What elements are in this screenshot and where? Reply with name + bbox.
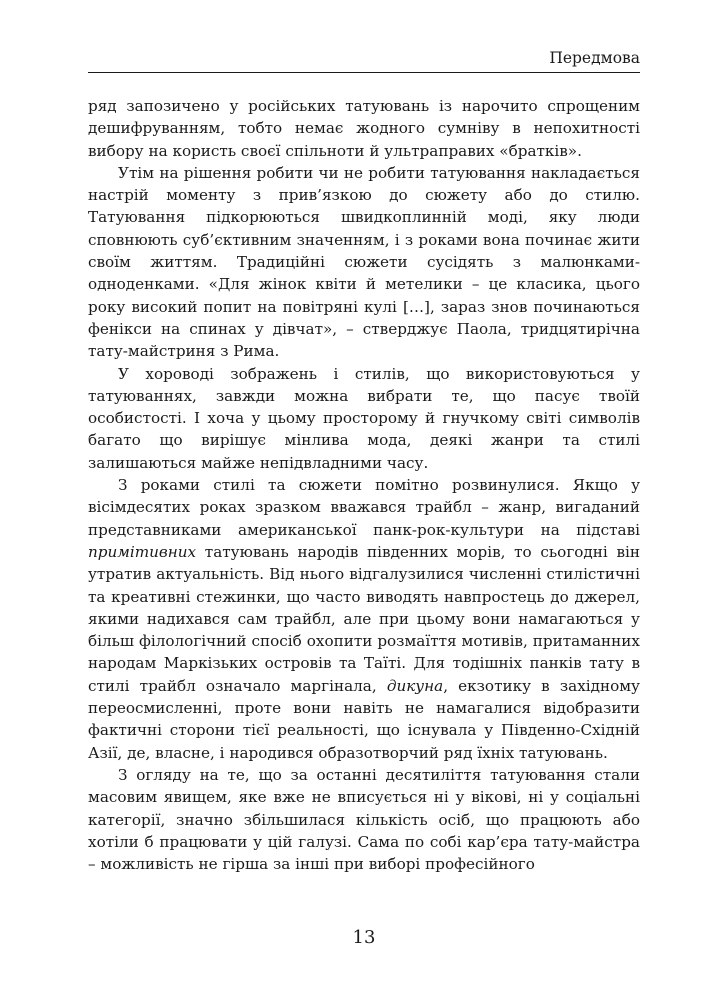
page-number: 13 (352, 927, 376, 948)
paragraph-2: Утім на рішення робити чи не робити татуювання накладається настрій моменту з прив’язкою до сюжету або до стилю. Татуювання підкорюються швидкоплинній моді, яку люди сповнюють суб’єктивним значенням, і з роками вона починає жити своїм життям. Традиційні сюжети сусідять з малюнками-одноденками. «Для жінок квіти й метелики – це класика, цього року високий попит на повітряні кулі […], зараз знов починаються фенікси на спинах у дівчат», – стверджує Паола, тридцятирічна тату-майстриня з Рима. (88, 163, 640, 361)
running-header: Передмова (549, 49, 640, 67)
paragraph-5: З огляду на те, що за останні десятиліття татуювання стали масовим явищем, яке вже не вписується ні у вікові, ні у соціальні категорії, значно збільшилася кількість осіб, що працюють або хотіли б працювати у цій галузі. Сама по собі кар’єра тату-майстра – можливість не гірша за інші при виборі професійного (88, 765, 640, 874)
paragraph-4-part-3: , екзотику в західному переосмисленні, проте вони навіть не намагалися відобразити фактичні сторони тієї реальності, що існувала у Південно-Східній Азії, де, власне, і народився образотворчий ряд їхніх татуювань. (88, 676, 640, 762)
emphasis-savage: дикуна (386, 676, 444, 695)
paragraph-4-part-2: татуювань народів південних морів, то сьогодні він утратив актуальність. Від нього відгалузилися численні стилістичні та креативні стежинки, що часто виводять навпростець до джерел, якими надихався сам трайбл, але при цьому вони намагаються у більш філологічний спосіб охопити розмаїття мотивів, притаманних народам Маркізьких островів та Таїті. Для тодішніх панків тату в стилі трайбл означало маргінала, (88, 542, 640, 695)
paragraph-3: У хороводі зображень і стилів, що використовуються у татуюваннях, завжди можна вибрати те, що пасує твоїй особистості. І хоча у цьому просторому й гнучкому світі символів багато що вирішує мінлива мода, деякі жанри та стилі залишаються майже непідвладними часу. (88, 364, 640, 472)
paragraph-4-part-1: З роками стилі та сюжети помітно розвинулися. Якщо у вісімдесятих роках зразком вважався трайбл – жанр, вигаданий представниками американської панк-рок-культури на підставі (88, 476, 640, 539)
paragraph-4 (88, 474, 640, 764)
emphasis-primitive: примітивних (88, 542, 197, 561)
header-rule (88, 72, 640, 73)
paragraph-1: ряд запозичено у російських татуювань із нарочито спрощеним дешифруванням, тобто немає жодного сумніву в непохитності вибору на користь своєї спільноти й ультраправих «братків». (88, 97, 640, 160)
body-text (88, 95, 640, 875)
